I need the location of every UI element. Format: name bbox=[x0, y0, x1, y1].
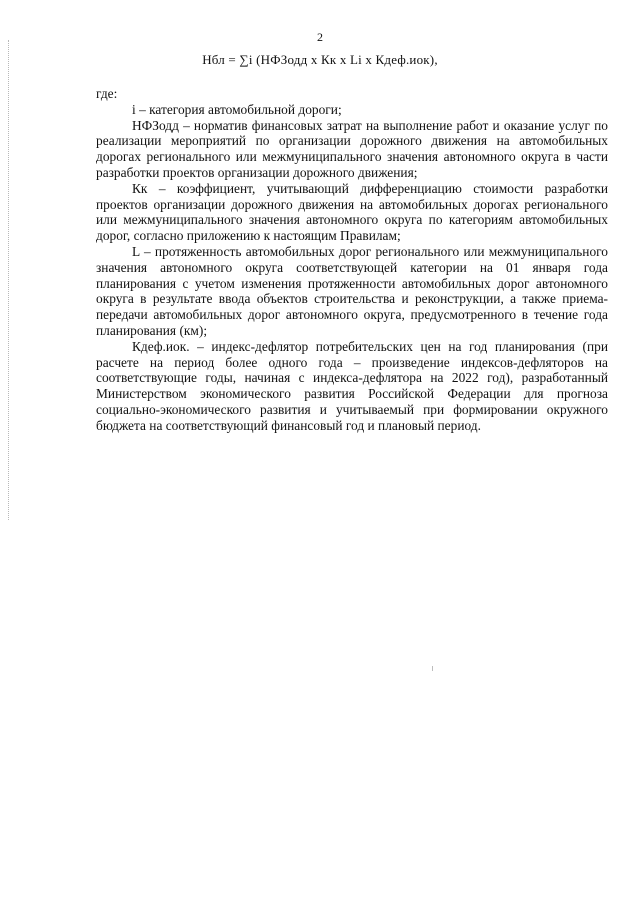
formula: Нбл = ∑i (НФЗодд х Кк х Li х Кдеф.иок), bbox=[202, 52, 438, 67]
definition-kk: Кк – коэффициент, учитывающий дифференциацию стоимости разработки проектов организации дорожного движения на автомобильных дорогах регионального или межмуниципального значения автономного округа по категориям автомобильных дорог, согласно приложению к настоящим Правилам; bbox=[96, 180, 608, 244]
page-number: 2 bbox=[317, 30, 323, 44]
definition-kdef: Кдеф.иок. – индекс-дефлятор потребительских цен на год планирования (при расчете на период более одного года – произведение индексов-дефляторов на соответствующие годы, начиная с индекса-дефлятора на 2022 год), разработанный Министерством экономического развития Российской Федерации для прогноза социально-экономического развития и учитываемый при формировании окружного бюджета на соответствующий финансовый год и плановый период. bbox=[96, 338, 608, 433]
where-label: где: bbox=[96, 86, 118, 101]
definition-i: i – категория автомобильной дороги; bbox=[132, 101, 342, 117]
definition-l: L – протяженность автомобильных дорог регионального или межмуниципального значения автономного округа соответствующей категории на 01 января года планирования с учетом изменения протяженности автомобильных дорог автономного округа в результате ввода объектов строительства и реконструкции, а также приема-передачи автомобильных дорог автономного округа, предусмотренного в течение года планирования (км); bbox=[96, 243, 608, 338]
document-body bbox=[96, 86, 608, 434]
scan-artifact-mark bbox=[432, 666, 433, 671]
scan-margin-dots bbox=[8, 40, 10, 520]
definition-nfz: НФЗодд – норматив финансовых затрат на выполнение работ и оказание услуг по реализации мероприятий по организации дорожного движения на автомобильных дорогах регионального или межмуниципального значения автономного округа в части разработки проектов организации дорожного движения; bbox=[96, 117, 608, 180]
